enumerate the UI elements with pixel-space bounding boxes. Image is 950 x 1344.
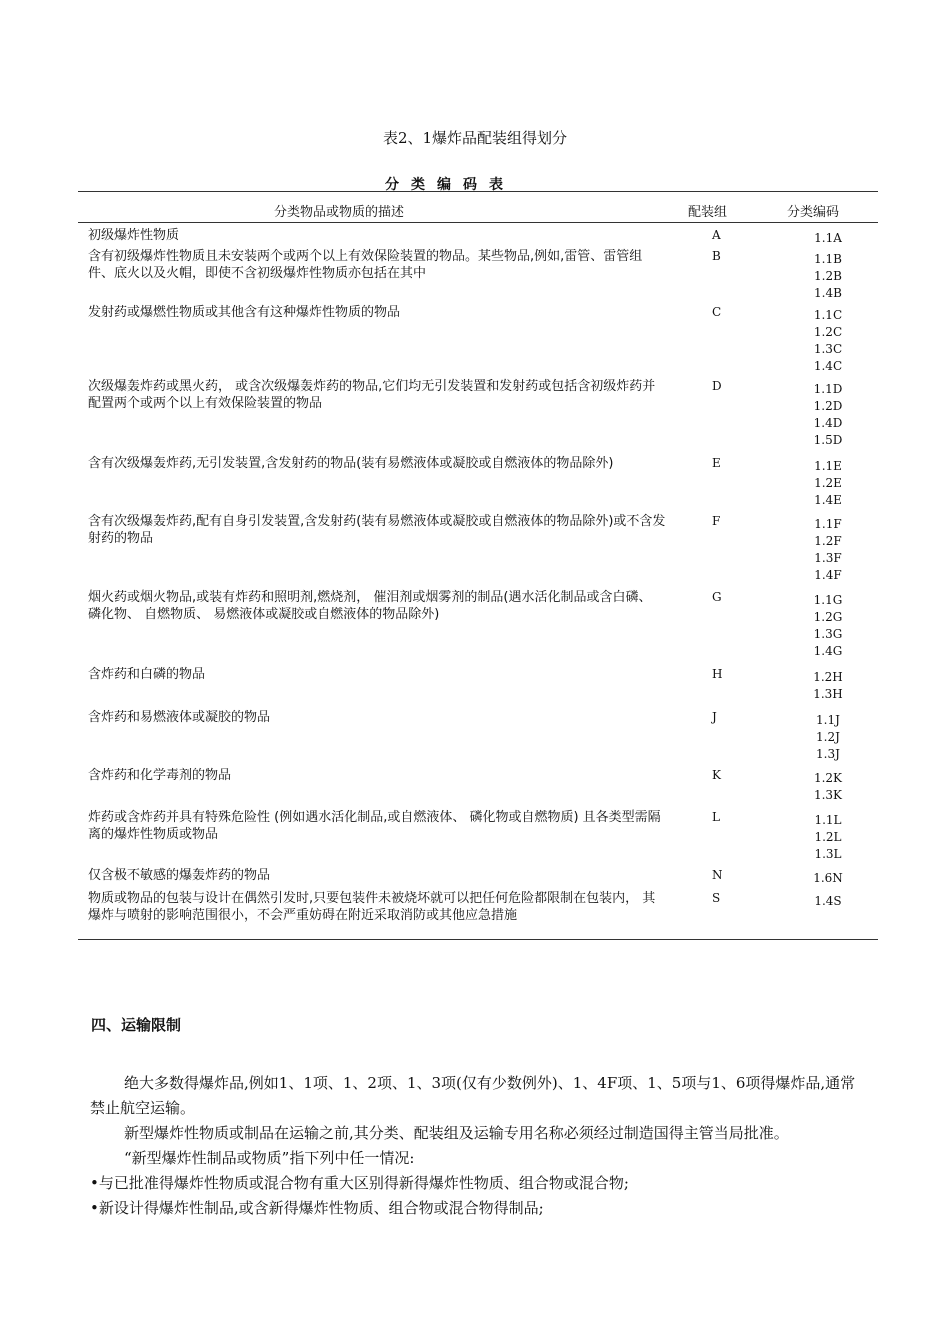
classification-code: 1.2G [813,610,843,624]
classification-code: 1.1L [814,813,842,827]
row-codes [806,592,850,660]
row-compatibility-group: B [712,249,721,263]
classification-code: 1.2K [813,771,843,785]
row-codes [806,230,850,247]
row-description: 含有次级爆轰炸药,无引发装置,含发射药的物品(装有易燃液体或凝胶或自燃液体的物品除外) [88,456,614,471]
header-group: 配装组 [688,205,728,220]
row-compatibility-group: S [712,891,721,905]
row-description: 初级爆炸性物质 [88,228,180,243]
classification-code: 1.1G [813,593,843,607]
classification-code: 1.2E [814,476,842,490]
row-compatibility-group: J [712,710,717,724]
row-codes [806,893,850,910]
row-description: 烟火药或烟火物品,或装有炸药和照明剂,燃烧剂， 催泪剂或烟雾剂的制品(遇水活化制品或含白磷、 磷化物、 自燃物质、 易燃液体或凝胶或自燃液体的物品除外) [88,590,652,622]
classification-code: 1.3K [813,788,843,802]
table-top-rule [78,191,878,192]
classification-code: 1.2C [813,325,843,339]
row-description: 物质或物品的包装与设计在偶然引发时,只要包装件未被烧坏就可以把任何危险都限制在包装内， 其爆炸与喷射的影响范围很小，不会严重妨碍在附近采取消防或其他应急措施 [88,891,656,923]
row-compatibility-group: N [712,868,723,882]
paragraph: 新型爆炸性物质或制品在运输之前,其分类、配装组及运输专用名称必须经过制造国得主管当局批准。 [124,1124,789,1142]
section-heading: 四、运输限制 [91,1016,182,1034]
classification-code: 1.4C [813,359,843,373]
classification-code: 1.4D [813,416,843,430]
row-compatibility-group: D [712,379,722,393]
paragraph: “新型爆炸性制品或物质”指下列中任一情况: [124,1149,415,1167]
classification-code: 1.2F [814,534,842,548]
classification-code: 1.1D [813,382,843,396]
row-codes [806,307,850,375]
row-description: 炸药或含炸药并具有特殊危险性 (例如遇水活化制品,或自燃液体、 磷化物或自燃物质) 且各类型需隔离的爆炸性物质或物品 [88,810,661,842]
classification-code: 1.1C [813,308,843,322]
classification-code: 1.3G [813,627,843,641]
row-description: 次级爆轰炸药或黑火药， 或含次级爆轰炸药的物品,它们均无引发装置和发射药或包括含初级炸药并配置两个或两个以上有效保险装置的物品 [88,379,656,411]
header-rule [78,222,878,223]
row-compatibility-group: F [712,514,721,528]
classification-code: 1.3L [814,847,842,861]
classification-code: 1.4F [814,568,842,582]
classification-code: 1.4B [814,286,842,300]
classification-code: 1.1E [814,459,842,473]
row-compatibility-group: A [712,228,721,242]
row-description: 仅含极不敏感的爆轰炸药的物品 [88,868,271,883]
row-codes [806,458,850,509]
classification-code: 1.1A [814,231,842,245]
table-bottom-rule [78,939,878,940]
classification-code: 1.1B [814,252,842,266]
classification-code: 1.4S [814,894,842,908]
row-codes [806,812,850,863]
row-description: 含炸药和易燃液体或凝胶的物品 [88,710,271,725]
classification-code: 1.6N [813,871,843,885]
row-compatibility-group: L [712,810,720,824]
classification-code: 1.3C [813,342,843,356]
classification-code: 1.3H [813,687,843,701]
row-description: 发射药或爆燃性物质或其他含有这种爆炸性物质的物品 [88,305,401,320]
header-code: 分类编码 [787,205,840,220]
classification-code: 1.2D [813,399,843,413]
row-description: 含有初级爆炸性物质且未安装两个或两个以上有效保险装置的物品。某些物品,例如,雷管、雷管组件、底火以及火帽，即使不含初级爆炸性物质亦包括在其中 [88,249,643,281]
row-codes [806,870,850,887]
row-compatibility-group: G [712,590,722,604]
classification-code: 1.2B [814,269,842,283]
classification-code: 1.5D [813,433,843,447]
row-compatibility-group: H [712,667,723,681]
row-codes [806,516,850,584]
paragraph: 绝大多数得爆炸品,例如1、1项、1、2项、1、3项(仅有少数例外)、1、4F项、1、5项与1、6项得爆炸品,通常禁止航空运输。 [90,1074,856,1117]
row-description: 含有次级爆轰炸药,配有自身引发装置,含发射药(装有易燃液体或凝胶或自燃液体的物品除外)或不含发射药的物品 [88,514,666,546]
bullet-item: •新设计得爆炸性制品,或含新得爆炸性物质、组合物或混合物得制品; [90,1199,544,1217]
classification-code: 1.3J [816,747,840,761]
classification-code: 1.2H [813,670,843,684]
row-codes [806,381,850,449]
row-compatibility-group: C [712,305,722,319]
classification-code: 1.3F [814,551,842,565]
row-codes [806,251,850,302]
classification-code: 1.2L [814,830,842,844]
row-codes [806,712,850,763]
row-description: 含炸药和白磷的物品 [88,667,206,682]
classification-code: 1.1F [814,517,842,531]
classification-code: 1.4E [814,493,842,507]
row-compatibility-group: E [712,456,721,470]
table-caption: 表2、1爆炸品配装组得划分 [382,129,568,147]
row-description: 含炸药和化学毒剂的物品 [88,768,232,783]
classification-code: 1.1J [816,713,840,727]
table-title: 分类编码表 [385,177,515,193]
classification-code: 1.2J [816,730,840,744]
header-description: 分类物品或物质的描述 [274,205,405,220]
bullet-item: •与已批准得爆炸性物质或混合物有重大区别得新得爆炸性物质、组合物或混合物; [90,1174,629,1192]
classification-code: 1.4G [813,644,843,658]
row-codes [806,669,850,703]
row-compatibility-group: K [712,768,721,782]
row-codes [806,770,850,804]
